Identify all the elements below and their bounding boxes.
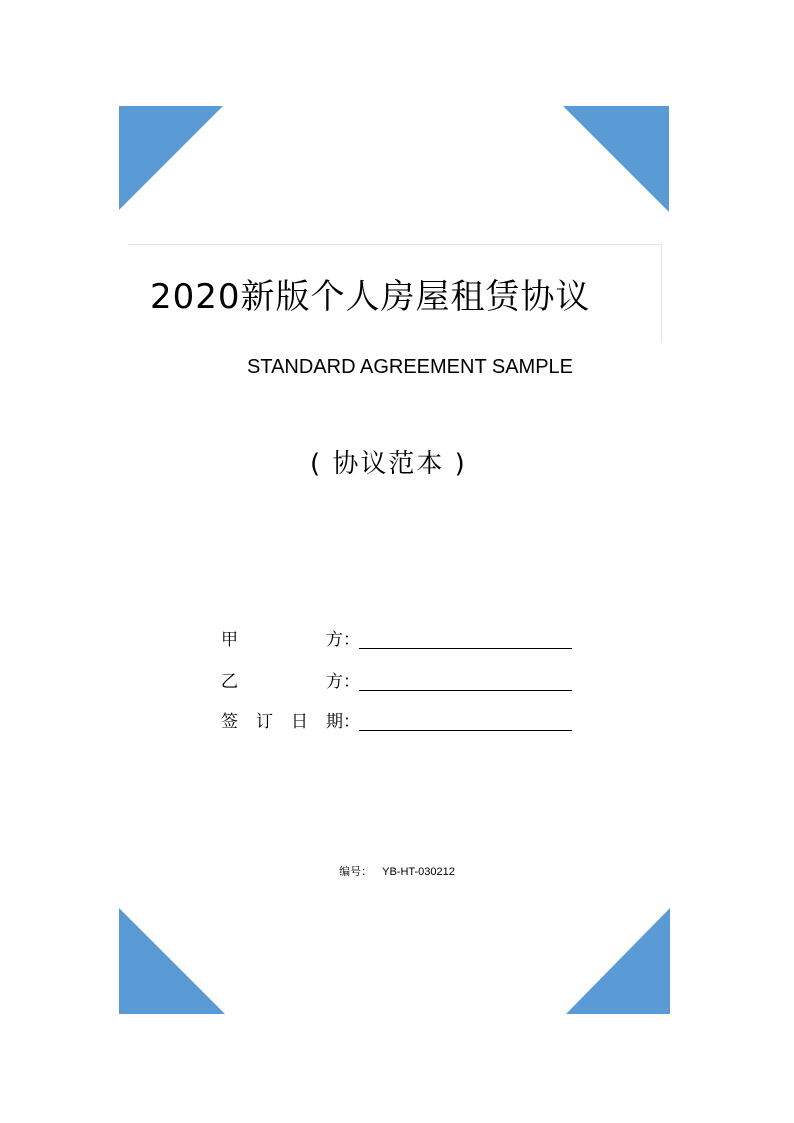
party-b-colon: ： [343, 672, 360, 692]
party-b-label-char: 方 [326, 672, 343, 692]
document-subtitle-chinese: ( 协议范本 ) [310, 449, 467, 479]
party-a-label-char: 方 [326, 630, 343, 650]
party-b-label-char: 乙 [221, 672, 238, 692]
party-b-row [221, 668, 581, 696]
sign-date-row [221, 708, 581, 736]
party-a-colon: ： [343, 630, 360, 650]
corner-triangle-bottom-right [566, 908, 672, 1016]
sign-date-label [221, 708, 343, 736]
sign-date-label-char: 订 [256, 712, 273, 732]
corner-triangle-top-left [119, 106, 225, 212]
serial-number-value: YB-HT-030212 [382, 866, 455, 878]
document-title: 2020新版个人房屋租赁协议 [150, 277, 591, 317]
sign-date-label-char: 期 [326, 712, 343, 732]
sign-date-label-char: 日 [291, 712, 308, 732]
party-b-label [221, 668, 343, 696]
serial-number-label: 编号： [339, 865, 373, 878]
party-a-label-char: 甲 [221, 630, 238, 650]
corner-triangle-bottom-left [119, 908, 227, 1016]
sign-date-label-char: 签 [221, 712, 238, 732]
party-a-blank-line[interactable] [359, 648, 572, 649]
party-a-label [221, 626, 343, 654]
sign-date-blank-line[interactable] [359, 730, 572, 731]
document-subtitle-english: STANDARD AGREEMENT SAMPLE [247, 356, 573, 378]
sign-date-colon: ： [343, 712, 360, 732]
party-b-blank-line[interactable] [359, 690, 572, 691]
party-a-row [221, 626, 581, 654]
corner-triangle-top-right [563, 106, 671, 214]
serial-number [0, 864, 794, 880]
